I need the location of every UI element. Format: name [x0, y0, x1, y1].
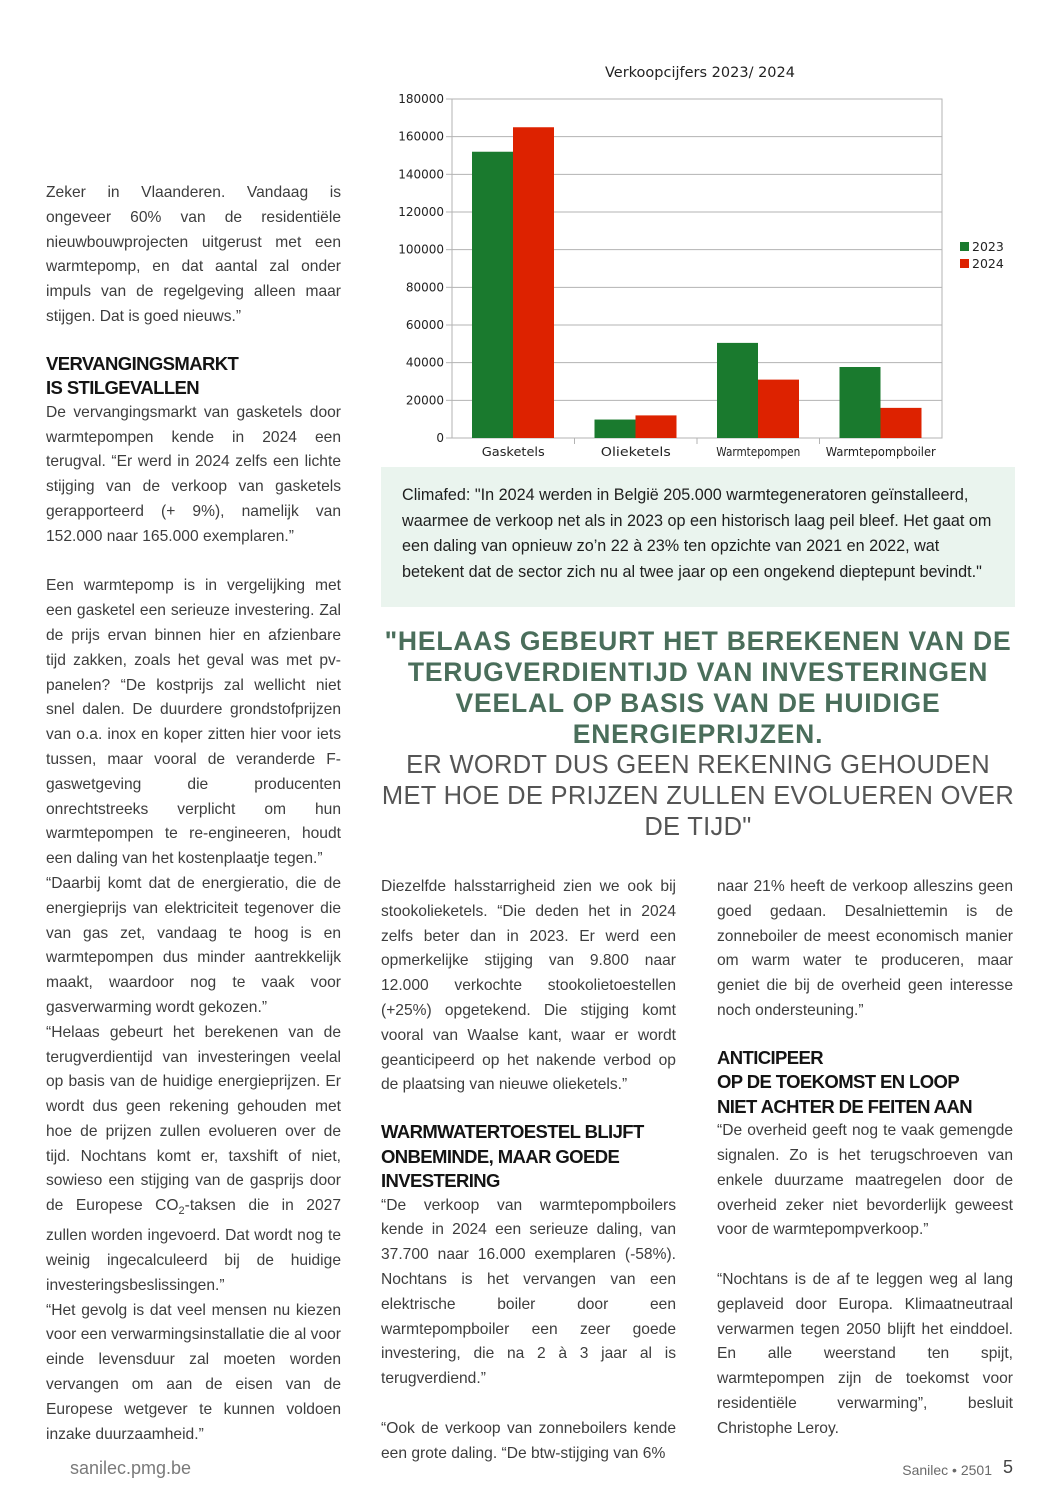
- bar-2024-warmtepompboiler: [881, 408, 922, 438]
- x-category-label: Olieketels: [600, 445, 671, 459]
- legend-swatch: [960, 242, 969, 251]
- bar-2023-gasketels: [472, 152, 513, 438]
- legend-label: 2024: [972, 256, 1004, 271]
- bar-2023-warmtepompboiler: [840, 367, 881, 438]
- section-heading-warmwatertoestel: [381, 1120, 676, 1194]
- climafed-quote: Climafed: "In 2024 werden in België 205.000 warmtegeneratoren geïnstalleerd, waarmee de verkoop net als in 2023 op een historisch laag peil bleef. Het gaat om een daling van opnieuw zo’n 22 à 23% ten opzichte van 2021 en 2022, wat betekent dat de sector zich nu al twee jaar op een ongekend dieptepunt bevindt.": [402, 486, 992, 581]
- paragraph: “Het gevolg is dat veel mensen nu kiezen voor een verwarmingsinstallatie die al voor einde levensduur zal moeten worden vervangen om aan de eisen van de Europese wetgever te kunnen voldoen inzake duurzaamheid.”: [46, 1301, 341, 1443]
- heading-line: ANTICIPEER: [717, 1046, 824, 1068]
- legend-swatch: [960, 259, 969, 268]
- y-tick-label: 0: [436, 431, 444, 445]
- paragraph: “De overheid geeft nog te vaak gemengde signalen. Zo is het terugschroeven van enkele duurzame maatregelen door de overheid zeker niet bevorderlijk geweest voor de warmtepompverkoop.”: [717, 1122, 1013, 1239]
- pull-quote-bold: "HELAAS GEBEURT HET BEREKENEN VAN DE TERUGVERDIENTIJD VAN INVESTERINGEN VEELAL OP BASIS VAN DE HUIDIGE ENERGIEPRIJZEN.: [384, 626, 1012, 749]
- section-heading-vervangingsmarkt: [46, 352, 341, 401]
- paragraph: “De verkoop van warmtepompboilers kende in 2024 een serieuze daling, van 37.700 naar 16.000 exemplaren (-58%). Nochtans is het vervangen van een elektrische boiler door een warmtepompboiler een zeer goede investering, die na 2 à 3 jaar al is terugverdiend.”: [381, 1196, 676, 1388]
- heading-line: INVESTERING: [381, 1170, 500, 1192]
- paragraph: “Ook de verkoop van zonneboilers kende een grote daling. “De btw-stijging van 6%: [381, 1419, 676, 1462]
- bar-2024-gasketels: [513, 127, 554, 438]
- bar-2024-olieketels: [636, 415, 677, 438]
- paragraph: De vervangingsmarkt van gasketels door warmtepompen kende in 2024 een terugval. “Er werd in 2024 zelfs een lichte stijging van de verkoop van gasketels gerapporteerd (+ 9%), namelijk van 152.000 naar 165.000 exemplaren.”: [46, 403, 341, 545]
- sales-chart: [380, 58, 1020, 463]
- x-category-label: Warmtepompen: [716, 445, 801, 459]
- heading-line: ONBEMINDE, MAAR GOEDE: [381, 1145, 620, 1167]
- paragraph-co2: [46, 1021, 341, 1299]
- bar-2024-warmtepompen: [758, 380, 799, 438]
- paragraph: naar 21% heeft de verkoop alleszins geen goed gedaan. Desalniettemin is de zonneboiler de meest economisch manier om warm water te produceren, maar geniet die bij de overheid geen interesse noch ondersteuning.”: [717, 878, 1013, 1019]
- page-number: 5: [1002, 1457, 1013, 1477]
- y-tick-label: 180000: [398, 92, 444, 106]
- bar-2023-warmtepompen: [717, 343, 758, 438]
- y-tick-label: 40000: [405, 355, 444, 370]
- y-tick-label: 100000: [398, 242, 444, 257]
- pull-quote-light: ER WORDT DUS GEEN REKENING GEHOUDEN MET HOE DE PRIJZEN ZULLEN EVOLUEREN OVER DE TIJD": [381, 751, 1015, 841]
- heading-line: VERVANGINGSMARKT: [46, 352, 239, 374]
- footer-website-link[interactable]: sanilec.pmg.be: [70, 1458, 192, 1478]
- paragraph: Een warmtepomp is in vergelijking met een gasketel een serieuze investering. Zal de prijs ervan binnen hier en afzienbare tijd zakken, zoals het geval was met pv-panelen? “De kostprijs zal wellicht niet snel dalen. De duurdere grondstofprijzen van o.a. inox en koper zitten hier voor iets tussen, maar vooral de veranderde F-gaswetgeving die producenten onrechtstreeks verplicht om hun warmtepompen te re-engineeren, houdt een daling van het kostenplaatje tegen.”: [46, 577, 341, 868]
- heading-line: WARMWATERTOESTEL BLIJFT: [381, 1121, 644, 1143]
- y-tick-label: 160000: [398, 129, 444, 144]
- left-column: [46, 181, 341, 1447]
- y-tick-label: 140000: [398, 167, 444, 182]
- y-tick-label: 60000: [405, 318, 444, 332]
- footer-issue: Sanilec • 2501: [902, 1462, 992, 1478]
- y-tick-label: 120000: [398, 205, 444, 219]
- legend-label: 2023: [972, 239, 1004, 254]
- chart-title: Verkoopcijfers 2023/ 2024: [605, 65, 795, 81]
- bar-2023-olieketels: [595, 420, 636, 438]
- heading-line: NIET ACHTER DE FEITEN AAN: [717, 1095, 972, 1117]
- climafed-box: [381, 467, 1015, 607]
- section-heading-anticipeer: [717, 1046, 1013, 1120]
- y-tick-label: 20000: [405, 393, 444, 408]
- x-category-label: Gasketels: [481, 445, 545, 459]
- heading-line: IS STILGEVALLEN: [46, 377, 200, 399]
- paragraph: Diezelfde halsstarrigheid zien we ook bij stookolieketels. “Die deden het in 2024 zelfs beter dan in 2023. Er werd een opmerkelijke stijging van 9.800 naar 12.000 verkochte stookolietoestellen (+25%) opgetekend. Die stijging komt vooral van Waalse kant, waar er wordt geanticipeerd op het nakende verbod op de plaatsing van nieuwe olieketels.”: [381, 878, 676, 1094]
- paragraph: “Daarbij komt dat de energieratio, die de energieprijs van elektriciteit tegenover die van gas zet, vandaag te hoog is en warmtepompen dus minder aantrekkelijk maakt, waardoor nog te vaak voor gasverwarming wordt gekozen.”: [46, 874, 341, 1016]
- paragraph: “Nochtans is de af te leggen weg al lang geplaveid door Europa. Klimaatneutraal verwarmen tegen 2050 blijft het einddoel. En alle weerstand ten spijt, warmtepompen zijn de toekomst voor residentiële verwarming”, besluit Christophe Leroy.: [717, 1271, 1013, 1437]
- x-category-label: Warmtepompboiler: [825, 445, 936, 459]
- right-column: [717, 875, 1013, 1442]
- chart-svg: [380, 58, 1020, 463]
- text-segment: “Helaas gebeurt het berekenen van de terugverdientijd van investeringen veelal op basis van de huidige energieprijzen. Er wordt dus geen rekening gehouden met hoe de prijzen zullen evolueren over de tijd. Nochtans komt er, taxshift of niet, sowieso een stijging van de gasprijs door de Europese CO: [46, 1023, 341, 1215]
- text-segment: -taksen die in 2027 zullen worden ingevoerd. Dat wordt nog te weinig ingecalculeerd bij de huidige investeringsbeslissingen.”: [46, 1197, 341, 1294]
- subscript: 2: [178, 1205, 185, 1218]
- y-tick-label: 80000: [405, 280, 444, 295]
- middle-column: [381, 875, 676, 1466]
- pull-quote: [381, 626, 1015, 843]
- paragraph: Zeker in Vlaanderen. Vandaag is ongeveer 60% van de residentiële nieuwbouwprojecten uitgerust met een warmtepomp, en dat aantal zal onder impuls van de regelgeving alleen maar stijgen. Dat is goed nieuws.”: [46, 184, 341, 325]
- heading-line: OP DE TOEKOMST EN LOOP: [717, 1071, 960, 1093]
